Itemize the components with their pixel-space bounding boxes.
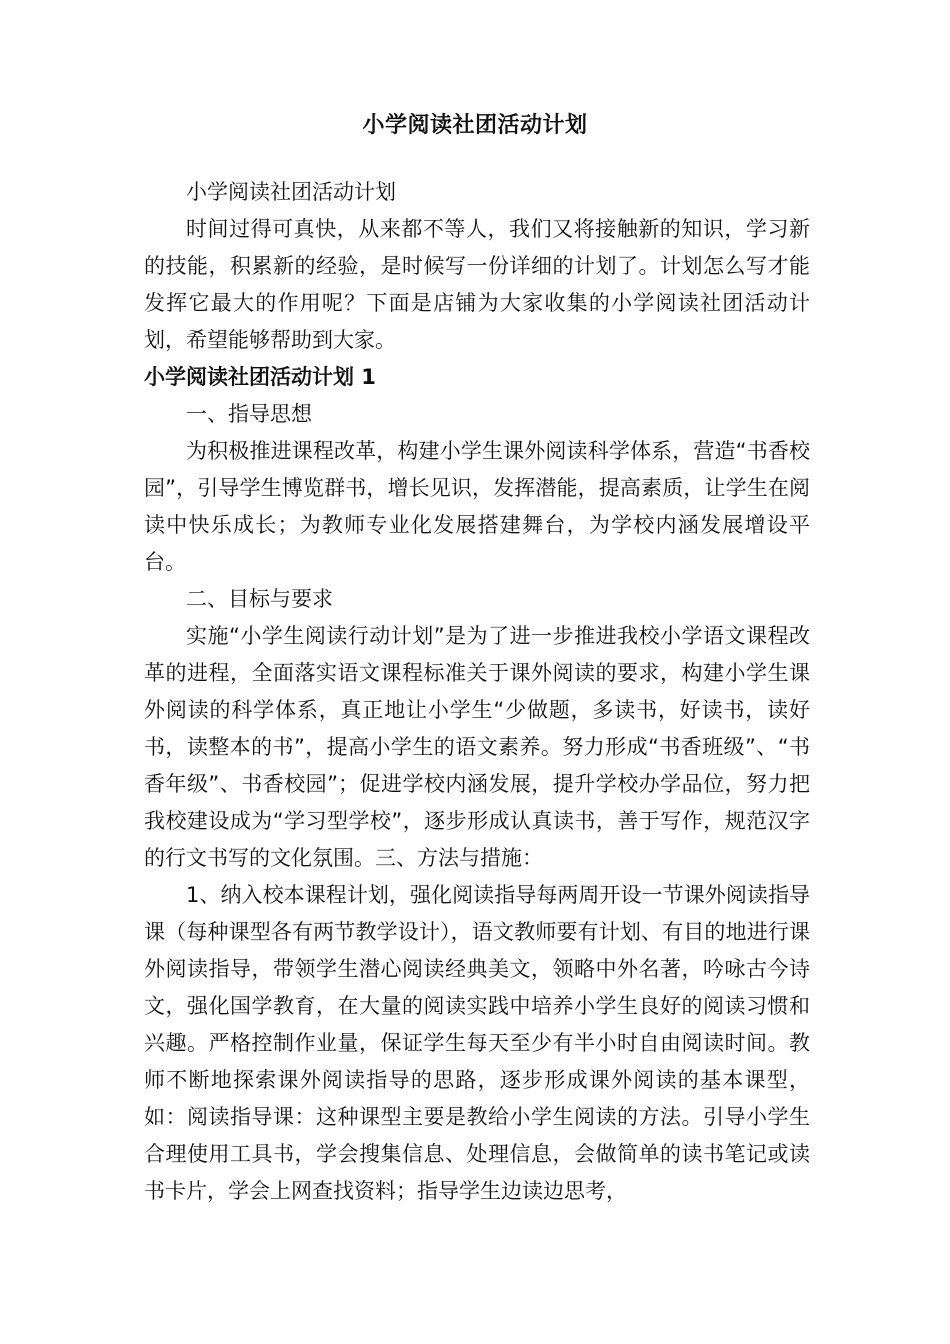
document-subtitle: 小学阅读社团活动计划 (186, 180, 396, 204)
part3-item1-paragraph: 1、纳入校本课程计划，强化阅读指导每两周开设一节课外阅读指导课（每种课型各有两节教学设计），语文教师要有计划、有目的地进行课外阅读指导，带领学生潜心阅读经典美文，领略中外名著，吟咏古今诗文，强化国学教育，在大量的阅读实践中培养小学生良好的阅读习惯和兴趣。严格控制作业量，保证学生每天至少有半小时自由阅读时间。教师不断地探索课外阅读指导的思路，逐步形成课外阅读的基本课型，如：阅读指导课：这种课型主要是教给小学生阅读的方法。引导小学生合理使用工具书，学会搜集信息、处理信息，会做简单的读书笔记或读书卡片，学会上网查找资料；指导学生边读边思考， (144, 883, 810, 1203)
intro-paragraph: 时间过得可真快，从来都不等人，我们又将接触新的知识，学习新的技能，积累新的经验，是时候写一份详细的计划了。计划怎么写才能发挥它最大的作用呢？下面是店铺为大家收集的小学阅读社团活动计划，希望能够帮助到大家。 (144, 217, 810, 352)
section-heading: 小学阅读社团活动计划 1 (144, 365, 376, 389)
part1-paragraph: 为积极推进课程改革，构建小学生课外阅读科学体系，营造“书香校园”，引导学生博览群书，增长见识，发挥潜能，提高素质，让学生在阅读中快乐成长；为教师专业化发展搭建舞台，为学校内涵发展增设平台。 (144, 439, 810, 574)
document-title: 小学阅读社团活动计划 (362, 113, 588, 138)
document-body (144, 174, 810, 1210)
part2-heading: 二、目标与要求 (186, 587, 333, 611)
part1-heading: 一、指导思想 (186, 402, 312, 426)
part2-paragraph: 实施“小学生阅读行动计划”是为了进一步推进我校小学语文课程改革的进程，全面落实语文课程标准关于课外阅读的要求，构建小学生课外阅读的科学体系，真正地让小学生“少做题，多读书，好读书，读好书，读整本的书”，提高小学生的语文素养。努力形成“书香班级”、“书香年级”、书香校园”；促进学校内涵发展，提升学校办学品位，努力把我校建设成为“学习型学校”，逐步形成认真读书，善于写作，规范汉字的行文书写的文化氛围。三、方法与措施： (144, 624, 810, 870)
